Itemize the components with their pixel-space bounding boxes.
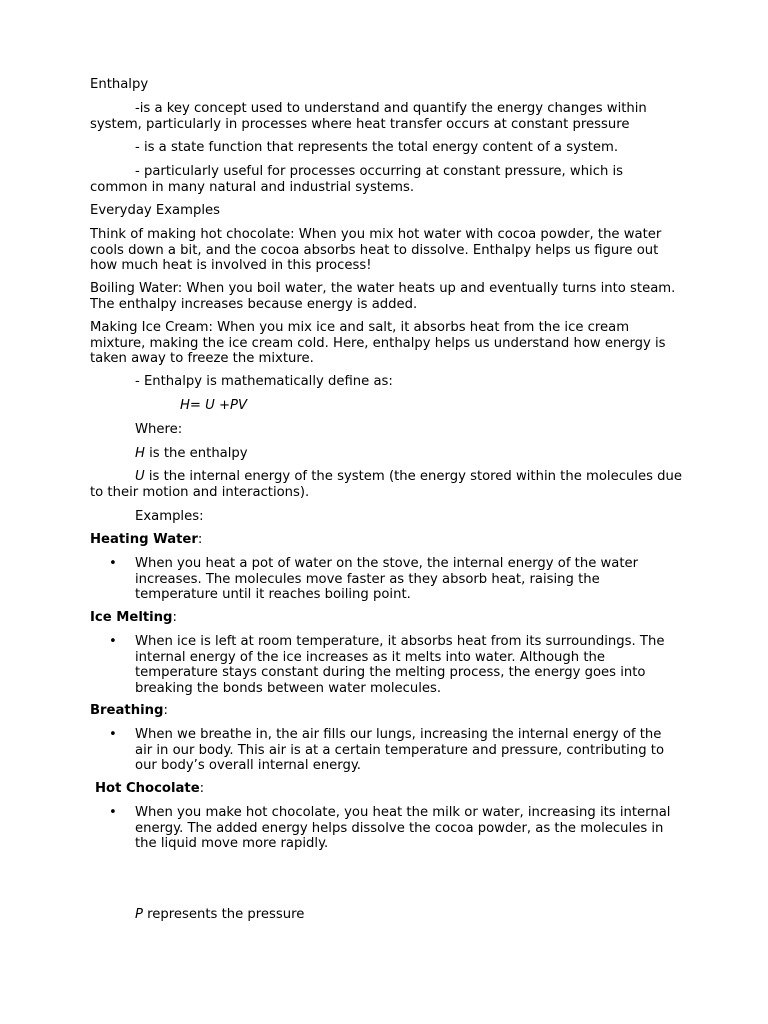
- definition-1: -is a key concept used to understand and quantify the energy changes within system, particularly in processes where heat transfer occurs at constant pressure: [90, 101, 647, 132]
- definition-3: - particularly useful for processes occurring at constant pressure, which is common in many natural and industrial systems.: [90, 164, 624, 195]
- bullet-icon: •: [109, 805, 117, 820]
- p-definition: [135, 907, 682, 923]
- h-symbol: H: [135, 446, 145, 461]
- example-heading-text: Ice Melting: [90, 610, 173, 625]
- h-text: is the enthalpy: [144, 446, 248, 461]
- example-heading-colon: :: [163, 703, 168, 718]
- example-text: When you heat a pot of water on the stove, the internal energy of the water increases. The molecules move faster as they absorb heat, raising the temperature until it reaches boiling point.: [135, 556, 639, 603]
- example-heading-colon: :: [199, 781, 205, 796]
- u-definition: [90, 469, 682, 500]
- example-heading-text: Breathing: [90, 703, 164, 718]
- h-definition: [135, 446, 682, 462]
- everyday-heading: Everyday Examples: [90, 203, 221, 218]
- example-text: When you make hot chocolate, you heat the milk or water, increasing its internal energy. The added energy helps dissolve the cocoa powder, as the molecules in the liquid move more rapidly.: [135, 805, 671, 852]
- p-symbol: P: [135, 907, 143, 922]
- example-heading-colon: :: [172, 610, 177, 625]
- examples-label: Examples:: [135, 509, 204, 524]
- example-heading: [90, 610, 682, 626]
- bullet-icon: •: [109, 634, 117, 649]
- example-heading: [95, 781, 687, 797]
- bullet-icon: •: [109, 556, 117, 571]
- everyday-paragraph: Making Ice Cream: When you mix ice and salt, it absorbs heat from the ice cream mixture, making the ice cream cold. Here, enthalpy helps us understand how energy is taken away to freeze the mixture.: [90, 320, 666, 367]
- definition-2: - is a state function that represents the total energy content of a system.: [135, 140, 619, 155]
- everyday-paragraph: Think of making hot chocolate: When you mix hot water with cocoa powder, the water cools down a bit, and the cocoa absorbs heat to dissolve. Enthalpy helps us figure out how much heat is involved in this process!: [90, 227, 662, 274]
- bullet-icon: •: [109, 727, 117, 742]
- where-label: Where:: [135, 422, 183, 437]
- example-heading-text: Heating Water: [90, 532, 198, 547]
- formula: [180, 398, 480, 414]
- u-symbol: U: [135, 469, 145, 484]
- title: Enthalpy: [90, 77, 149, 92]
- example-heading: [90, 703, 682, 719]
- example-text: When we breathe in, the air fills our lungs, increasing the internal energy of the air in our body. This air is at a certain temperature and pressure, contributing to our body’s overall internal energy.: [135, 727, 665, 774]
- example-heading-colon: :: [197, 532, 203, 547]
- example-text: When ice is left at room temperature, it absorbs heat from its surroundings. The internal energy of the ice increases as it melts into water. Although the temperature stays constant during the melting process, the energy goes into breaking the bonds between water molecules.: [135, 634, 665, 696]
- formula-text: H= U +PV: [180, 398, 248, 413]
- p-text: represents the pressure: [142, 907, 305, 922]
- math-intro: - Enthalpy is mathematically define as:: [135, 374, 393, 389]
- everyday-paragraph: Boiling Water: When you boil water, the water heats up and eventually turns into steam. The enthalpy increases because energy is added.: [90, 281, 676, 312]
- example-heading-text: Hot Chocolate: [95, 781, 200, 796]
- u-text: is the internal energy of the system (the energy stored within the molecules due to their motion and interactions).: [90, 469, 682, 500]
- example-heading: [90, 532, 682, 548]
